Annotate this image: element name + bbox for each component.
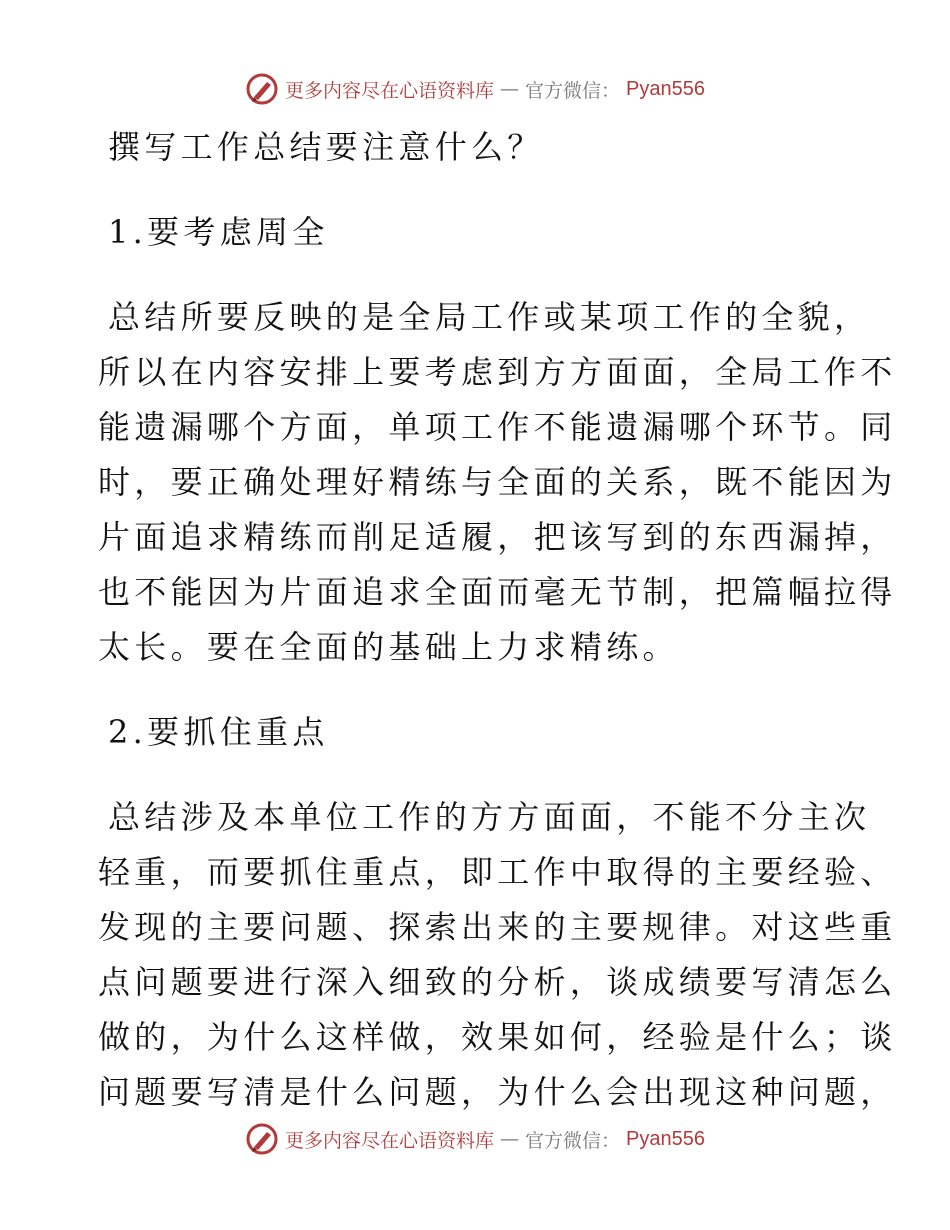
- paragraph-line: 总结涉及本单位工作的方方面面，不能不分主次: [108, 798, 871, 836]
- paragraph-line: 点问题要进行深入细致的分析，谈成绩要写清怎么: [98, 963, 897, 1001]
- section-2-heading: 2.要抓住重点: [108, 713, 329, 751]
- pen-logo-icon: [245, 1122, 279, 1156]
- banner-separator: —: [500, 78, 520, 100]
- banner-separator: —: [500, 1128, 520, 1150]
- paragraph-line: 片面追求精练而削足适履，把该写到的东西漏掉，: [98, 518, 897, 556]
- banner-wechat-id: Pyan556: [626, 77, 705, 100]
- paragraph-line: 也不能因为片面追求全面而毫无节制，把篇幅拉得: [98, 573, 897, 611]
- paragraph-line: 时，要正确处理好精练与全面的关系，既不能因为: [98, 463, 897, 501]
- paragraph-line: 发现的主要问题、探索出来的主要规律。对这些重: [98, 908, 897, 946]
- banner-wechat-label: 官方微信：: [525, 79, 621, 102]
- document-title: 撰写工作总结要注意什么？: [108, 128, 544, 166]
- paragraph-line: 轻重，而要抓住重点，即工作中取得的主要经验、: [98, 853, 897, 891]
- paragraph-line: 所以在内容安排上要考虑到方方面面，全局工作不: [98, 353, 897, 391]
- banner-slogan: 更多内容尽在心语资料库: [285, 1129, 495, 1152]
- paragraph-line: 总结所要反映的是全局工作或某项工作的全貌，: [108, 298, 871, 336]
- paragraph-line: 做的，为什么这样做，效果如何，经验是什么；谈: [98, 1018, 897, 1056]
- paragraph-line: 能遗漏哪个方面，单项工作不能遗漏哪个环节。同: [98, 408, 897, 446]
- section-1-heading: 1.要考虑周全: [108, 213, 329, 251]
- document-body: [98, 120, 897, 1120]
- paragraph-line: 太长。要在全面的基础上力求精练。: [98, 628, 679, 666]
- footer-banner: [0, 1122, 950, 1156]
- banner-wechat-id: Pyan556: [626, 1127, 705, 1150]
- banner-wechat-label: 官方微信：: [525, 1129, 621, 1152]
- header-banner: [0, 72, 950, 106]
- pen-logo-icon: [245, 72, 279, 106]
- paragraph-line: 问题要写清是什么问题，为什么会出现这种问题，: [98, 1073, 897, 1111]
- banner-slogan: 更多内容尽在心语资料库: [285, 79, 495, 102]
